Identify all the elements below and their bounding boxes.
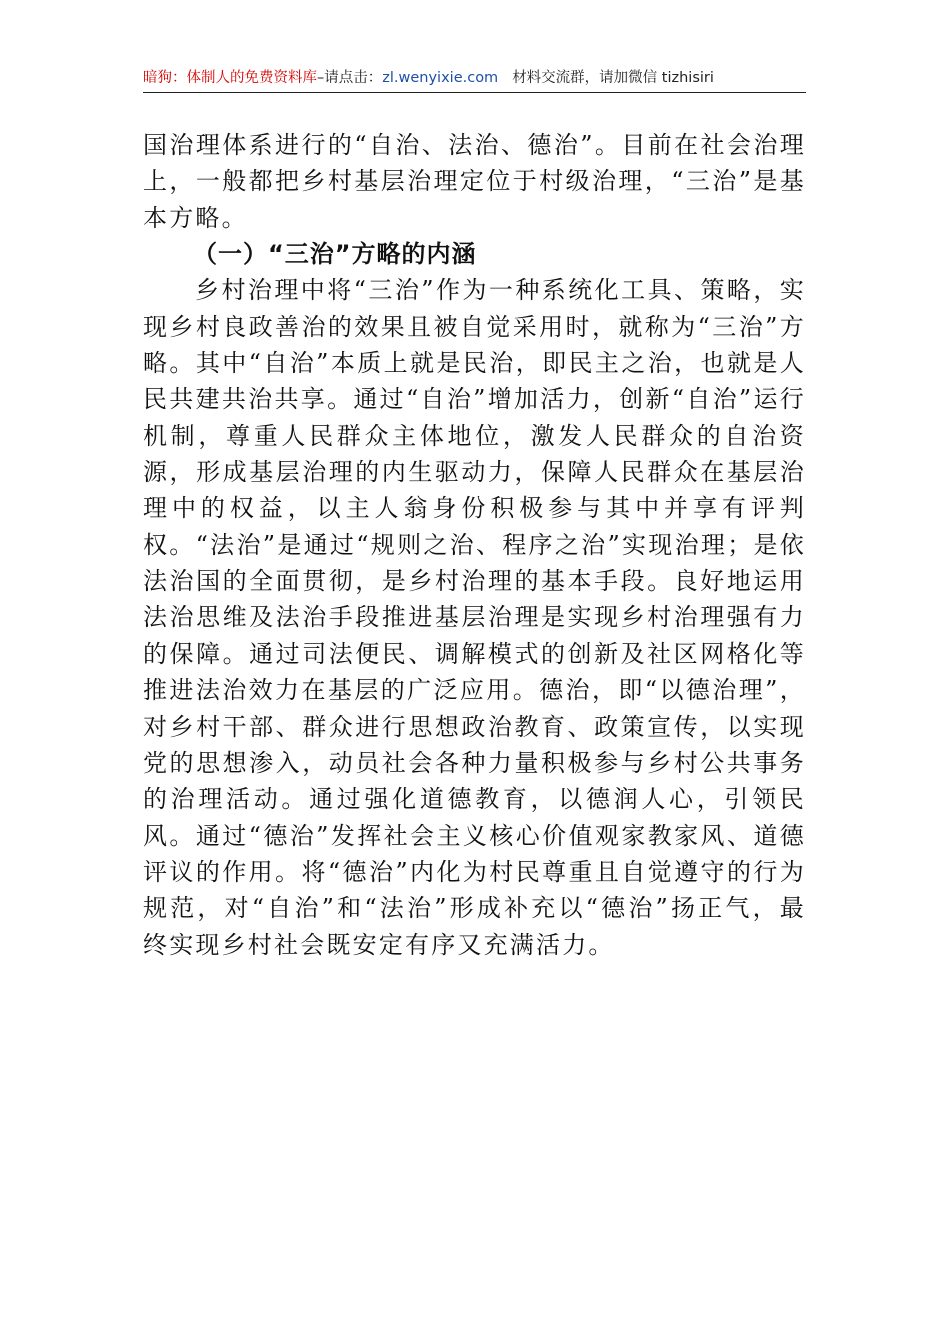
section-heading: （一）“三治”方略的内涵 [193,240,477,269]
header-click-prompt: –请点击： [317,70,383,86]
document-body [143,127,806,963]
paragraph-continued: 国治理体系进行的“自治、法治、德治”。目前在社会治理上，一般都把乡村基层治理定位于村级治理，“三治”是基本方略。 [143,131,806,232]
header-url-link[interactable]: zl.wenyixie.com [382,70,499,86]
header-group-note: 材料交流群，请加微信 tizhisiri [512,70,714,86]
page-header [143,64,806,93]
header-brand: 暗狗：体制人的免费资料库 [143,70,317,86]
paragraph-main: 乡村治理中将“三治”作为一种系统化工具、策略，实现乡村良政善治的效果且被自觉采用时，就称为“三治”方略。其中“自治”本质上就是民治，即民主之治，也就是人民共建共治共享。通过“自治”增加活力，创新“自治”运行机制，尊重人民群众主体地位，激发人民群众的自治资源，形成基层治理的内生驱动力，保障人民群众在基层治理中的权益，以主人翁身份积极参与其中并享有评判权。“法治”是通过“规则之治、程序之治”实现治理；是依法治国的全面贯彻，是乡村治理的基本手段。良好地运用法治思维及法治手段推进基层治理是实现乡村治理强有力的保障。通过司法便民、调解模式的创新及社区网格化等推进法治效力在基层的广泛应用。德治，即“以德治理”，对乡村干部、群众进行思想政治教育、政策宣传，以实现党的思想渗入，动员社会各种力量积极参与乡村公共事务的治理活动。通过强化道德教育，以德润人心，引领民风。通过“德治”发挥社会主义核心价值观家教家风、道德评议的作用。将“德治”内化为村民尊重且自觉遵守的行为规范，对“自治”和“法治”形成补充以“德治”扬正气，最终实现乡村社会既安定有序又充满活力。 [143,276,806,959]
